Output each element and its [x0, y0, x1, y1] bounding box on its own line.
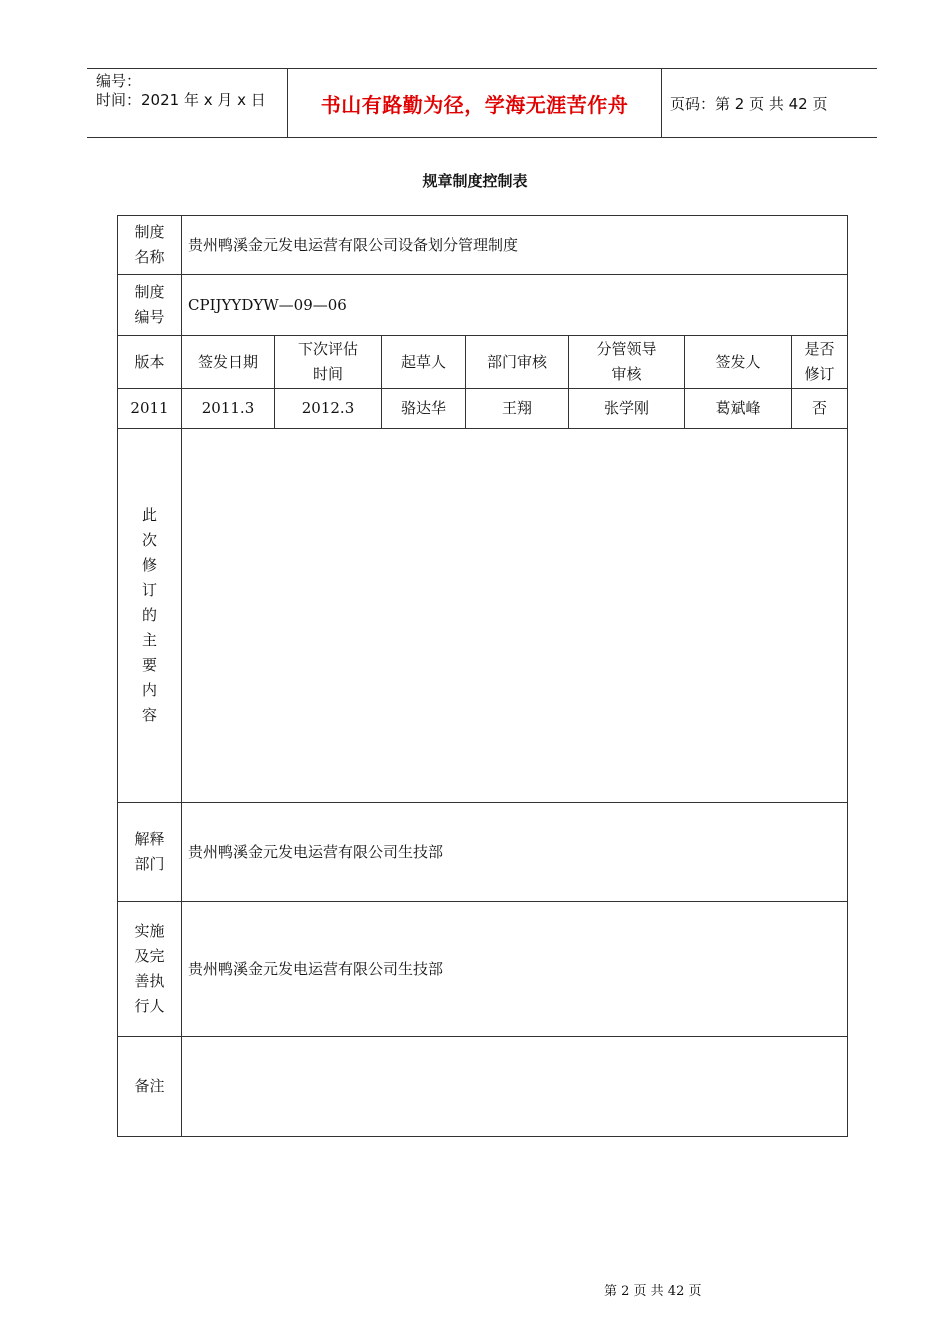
col-header: 签发日期: [182, 336, 275, 389]
row-columns: [118, 336, 848, 389]
row-remark: [118, 1037, 848, 1137]
col-header: 部门审核: [466, 336, 569, 389]
name-label-cell: [118, 216, 182, 275]
doc-number-label: 编号：: [96, 72, 142, 90]
col-header: 起草人: [382, 336, 466, 389]
control-table: [117, 215, 848, 1137]
col-header: 下次评估时间: [297, 340, 358, 383]
cell-issue-date: 2011.3: [182, 389, 275, 429]
interpret-label: 解释部门: [134, 830, 165, 873]
remark-label: 备注: [118, 1037, 182, 1137]
code-label-cell: [118, 275, 182, 336]
col-header: 分管领导审核: [596, 340, 657, 383]
name-label: 制度名称: [134, 223, 165, 266]
code-value: CPIJYYDYW—09—06: [182, 275, 848, 336]
col-header-cell: [792, 336, 848, 389]
header-motto: 书山有路勤为径，学海无涯苦作舟: [287, 69, 662, 137]
remark-value: [182, 1037, 848, 1137]
col-header: 签发人: [685, 336, 792, 389]
cell-drafter: 骆达华: [382, 389, 466, 429]
revision-label: 此次修订的主要内容: [141, 506, 157, 724]
table-row: [118, 389, 848, 429]
interpret-value: 贵州鸭溪金元发电运营有限公司生技部: [182, 803, 848, 902]
cell-leader-review: 张学刚: [569, 389, 685, 429]
col-header: 是否修订: [804, 340, 835, 383]
interpret-label-cell: [118, 803, 182, 902]
exec-value: 贵州鸭溪金元发电运营有限公司生技部: [182, 902, 848, 1037]
page-header: [87, 68, 877, 138]
row-name: [118, 216, 848, 275]
cell-dept-review: 王翔: [466, 389, 569, 429]
exec-label-cell: [118, 902, 182, 1037]
name-value: 贵州鸭溪金元发电运营有限公司设备划分管理制度: [182, 216, 848, 275]
cell-revised: 否: [792, 389, 848, 429]
doc-time-label: 时间：2021 年 x 月 x 日: [96, 91, 266, 109]
code-label: 制度编号: [134, 283, 165, 326]
document-title: 规章制度控制表: [422, 172, 528, 190]
header-left: [87, 69, 287, 137]
header-page-info: 页码：第 2 页 共 42 页: [670, 94, 828, 113]
footer-page-number: 第 2 页 共 42 页: [604, 1284, 702, 1299]
col-header-cell: [275, 336, 382, 389]
col-header: 版本: [118, 336, 182, 389]
cell-version: 2011: [118, 389, 182, 429]
row-exec: [118, 902, 848, 1037]
col-header-cell: [569, 336, 685, 389]
revision-value: [182, 429, 848, 803]
cell-issuer: 葛斌峰: [685, 389, 792, 429]
exec-label: 实施及完善执行人: [134, 922, 165, 1015]
cell-next-review: 2012.3: [275, 389, 382, 429]
row-interpret: [118, 803, 848, 902]
row-revision: [118, 429, 848, 803]
revision-label-cell: [118, 429, 182, 803]
row-code: [118, 275, 848, 336]
